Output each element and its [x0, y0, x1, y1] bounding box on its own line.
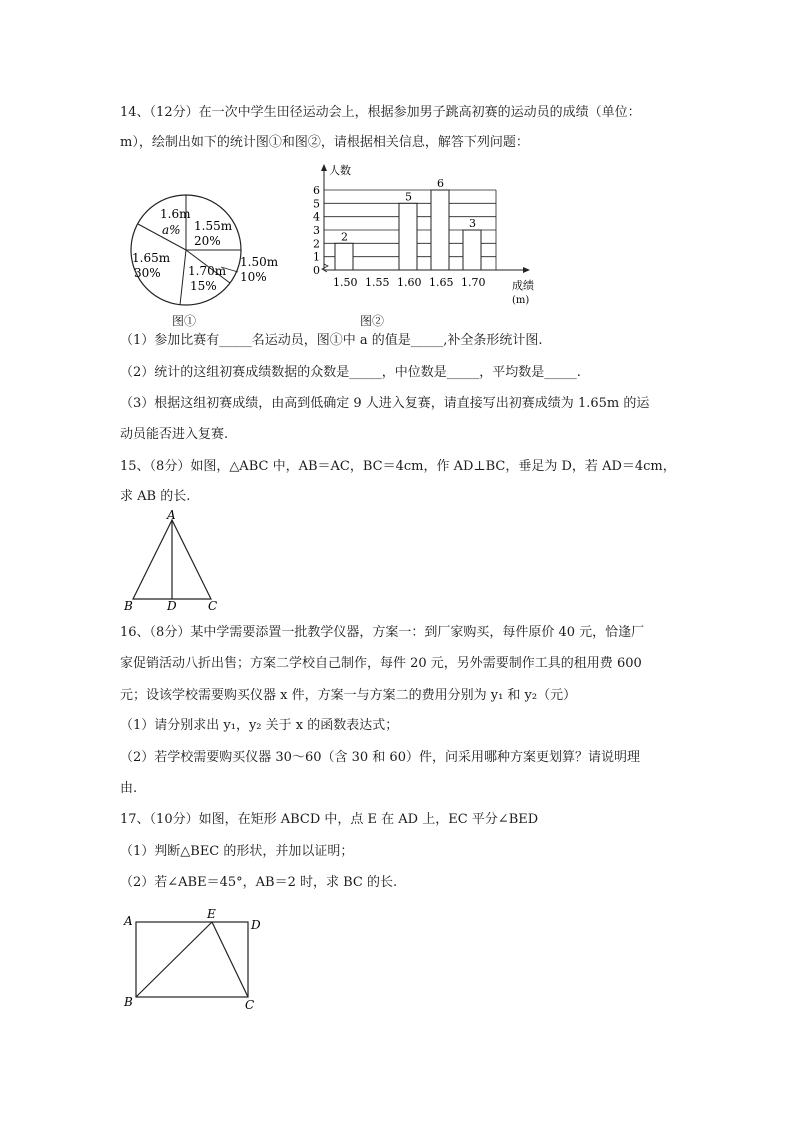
y-axis-arrow — [321, 164, 327, 171]
bar-data-label: 5 — [405, 190, 412, 204]
q17-sub1: （1）判断△BEC 的形状，并加以证明； — [120, 844, 354, 859]
pie-label-155: 1.55m — [194, 219, 233, 233]
y-tick-label: 6 — [313, 184, 320, 197]
pie-pct-155: 20% — [194, 234, 221, 248]
label-e: E — [207, 907, 216, 921]
q14-line1: 14、（12分）在一次中学生田径运动会上，根据参加男子跳高初赛的运动员的成绩（单位： — [120, 105, 641, 120]
bar-data-label: 3 — [469, 217, 476, 230]
pie-label-150: 1.50m — [240, 255, 279, 269]
y-tick-label: 3 — [313, 224, 320, 237]
x-axis-arrow — [523, 267, 530, 273]
y-tick-label: 2 — [313, 237, 320, 251]
bar — [463, 230, 481, 270]
label-a: A — [167, 508, 176, 522]
x-tick-label: 1.50 — [333, 276, 358, 289]
x-tick-label: 1.70 — [461, 276, 486, 289]
q16-sub2b: 由. — [120, 781, 138, 796]
x-tick-label: 1.60 — [397, 276, 422, 289]
bar — [399, 203, 417, 270]
label-d: D — [167, 599, 177, 613]
q17-sub2: （2）若∠ABE＝45°，AB＝2 时，求 BC 的长. — [120, 875, 398, 890]
pie-pct-170: 15% — [190, 279, 217, 293]
label-c: C — [245, 998, 255, 1012]
y-tick-label: 5 — [313, 197, 320, 211]
segment-ec — [212, 922, 248, 997]
bar — [431, 190, 449, 270]
bar-data-label: 2 — [341, 230, 348, 244]
pie-pct-160: a% — [162, 223, 181, 237]
label-b: B — [124, 599, 133, 613]
pie-chart — [118, 190, 288, 330]
q16-sub1: （1）请分别求出 y₁，y₂ 关于 x 的函数表达式； — [120, 718, 399, 733]
bar-caption: 图② — [360, 314, 385, 328]
y-tick-label: 0 — [313, 264, 320, 277]
q16-line3: 元；设该学校需要购买仪器 x 件，方案一与方案二的费用分别为 y₁ 和 y₂（元） — [120, 688, 577, 703]
q17-line1: 17、（10分）如图，在矩形 ABCD 中，点 E 在 AD 上，EC 平分∠BED — [120, 812, 539, 827]
pie-pct-165: 30% — [134, 266, 161, 280]
bar-chart — [298, 160, 538, 308]
rectangle-abcd — [136, 922, 248, 997]
q16-line1: 16、（8分）某中学需要添置一批教学仪器，方案一：到厂家购买，每件原价 40 元，恰逢厂 — [120, 625, 645, 640]
q16-line2: 家促销活动八折出售；方案二学校自己制作，每件 20 元，另外需要制作工具的租用费 600 — [120, 656, 642, 671]
x-tick-label: 1.65 — [429, 276, 454, 289]
segment-be — [136, 922, 212, 997]
label-c: C — [208, 599, 218, 613]
q14-sub1: （1）参加比赛有_____名运动员，图①中 a 的值是_____,补全条形统计图. — [120, 333, 543, 348]
x-tick-label: 1.55 — [365, 276, 390, 289]
q14-sub2: （2）统计的这组初赛成绩数据的众数是_____，中位数是_____，平均数是_____. — [120, 365, 581, 380]
bar — [335, 243, 353, 270]
pie-label-165: 1.65m — [132, 251, 171, 265]
x-axis-unit: (m) — [512, 295, 530, 306]
axis-break — [322, 264, 328, 272]
y-axis-label: 人数 — [329, 164, 351, 177]
q14-sub3b: 动员能否进入复赛. — [120, 427, 229, 442]
y-tick-label: 1 — [313, 250, 320, 264]
q15-line1: 15、（8分）如图，△ABC 中，AB＝AC，BC＝4cm，作 AD⊥BC，垂足为 D，若 AD＝4cm， — [120, 459, 676, 474]
pie-pct-150: 10% — [240, 270, 267, 284]
x-axis-label: 成绩 — [512, 279, 534, 292]
label-b: B — [124, 995, 133, 1009]
q14-line2: m），绘制出如下的统计图①和图②，请根据相关信息，解答下列问题： — [120, 135, 529, 150]
pie-label-160: 1.6m — [160, 207, 191, 221]
pie-caption: 图① — [172, 314, 197, 328]
triangle-figure — [118, 508, 228, 616]
label-a: A — [124, 914, 133, 928]
rectangle-figure — [118, 905, 268, 1015]
label-d: D — [251, 918, 261, 932]
pie-label-170: 1.70m — [188, 264, 227, 278]
q14-sub3a: （3）根据这组初赛成绩，由高到低确定 9 人进入复赛，请直接写出初赛成绩为 1.65m 的运 — [120, 396, 650, 411]
bar-labels — [313, 163, 534, 306]
y-tick-label: 4 — [313, 210, 320, 224]
q15-line2: 求 AB 的长. — [120, 489, 191, 504]
pie-divider — [180, 250, 186, 305]
bar-data-label: 6 — [437, 177, 444, 190]
q16-sub2a: （2）若学校需要购买仪器 30～60（含 30 和 60）件，问采用哪种方案更划算？请说明理 — [120, 750, 640, 765]
